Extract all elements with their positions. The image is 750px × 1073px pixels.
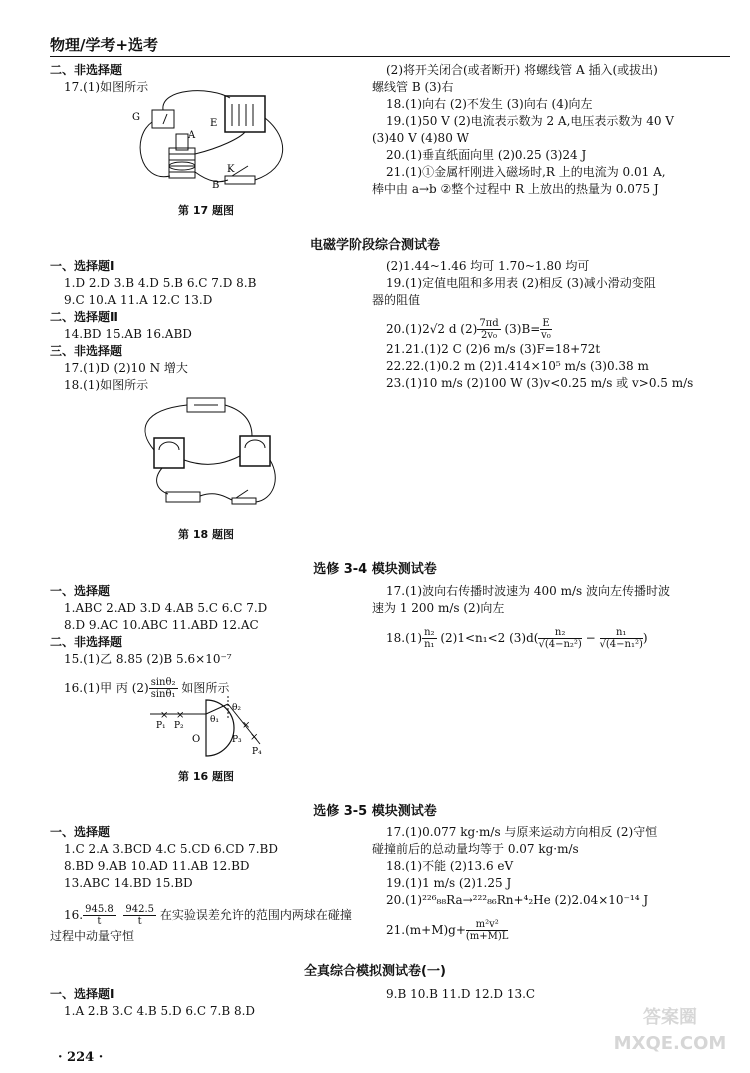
answer-line: 23.(1)10 m/s (2)100 W (3)v<0.25 m/s 或 v>0.5 m/s bbox=[386, 376, 694, 390]
answer-line: 20.(1)²²⁶₈₈Ra→²²²₈₆Rn+⁴₂He (2)2.04×10⁻¹⁴ J bbox=[386, 893, 649, 907]
s2-title: 电磁学阶段综合测试卷 bbox=[309, 238, 440, 253]
fraction: $\frac{\text{sinθ₂}}{\text{sinθ₁}}$ bbox=[150, 677, 176, 700]
watermark-line2: MXQE.COM bbox=[613, 1033, 727, 1054]
s2-q20: 20.(1)2√2 d (2) $\frac{7\pi d}{\text{2v₀}}$ (3)B= $\frac{E}{\text{v₀}}$ bbox=[386, 318, 551, 341]
answer-line: 8.BD 9.AB 10.AD 11.AB 12.BD bbox=[64, 859, 250, 873]
s2-right2-list bbox=[372, 341, 712, 392]
s2-left bbox=[50, 258, 360, 394]
answer-line: 9.B 10.B 11.D 12.D 13.C bbox=[386, 987, 536, 1001]
fraction: $\frac{945.8}{t}$ bbox=[85, 904, 114, 927]
svg-text:O: O bbox=[192, 734, 201, 745]
svg-text:×: × bbox=[250, 732, 259, 743]
figure-18-circuit bbox=[132, 390, 292, 520]
section-heading: 一、选择题Ⅰ bbox=[50, 259, 115, 273]
s5-left bbox=[50, 986, 360, 1020]
fraction: $\frac{E}{\text{v₀}}$ bbox=[541, 318, 551, 341]
watermark bbox=[610, 1005, 730, 1065]
svg-text:P₃: P₃ bbox=[232, 735, 242, 745]
answer-line: 17.(1)波向右传播时波速为 400 m/s 波向左传播时波 bbox=[386, 584, 671, 598]
answer-line: 20.(1)垂直纸面向里 (2)0.25 (3)24 J bbox=[386, 148, 587, 162]
answer-line: (2)1.44~1.46 均可 1.70~1.80 均可 bbox=[386, 259, 590, 273]
s3-right bbox=[372, 583, 712, 651]
page-number: · 224 · bbox=[58, 1050, 104, 1065]
fraction: $\frac{\text{m²v²}}{(m+M)L}$ bbox=[465, 919, 509, 942]
answer-line: 棒中由 a→b ②整个过程中 R 上放出的热量为 0.075 J bbox=[372, 182, 659, 196]
s3-left-list bbox=[50, 583, 360, 668]
section-heading: 二、非选择题 bbox=[50, 63, 123, 77]
fraction: $\frac{942.5}{t}$ bbox=[125, 904, 155, 927]
s3-q18: 18.(1) $\frac{\text{n₂}}{\text{n₁}}$ (2)1<n₁<2 (3)d( $\frac{\text{n₂}}{\text{√(4−n₂²)}}$ − $\frac{\text{n₁}}{\text{√(4−n₁²)}}$ ) bbox=[386, 627, 648, 650]
s4-left bbox=[50, 824, 360, 945]
fig16-caption: 第 16 题图 bbox=[178, 770, 234, 783]
answer-line: 17.(1)D (2)10 N 增大 bbox=[64, 361, 188, 375]
section-heading: 一、选择题 bbox=[50, 825, 111, 839]
answer-line: 21.(1)①金属杆刚进入磁场时,R 上的电流为 0.01 A, bbox=[386, 165, 666, 179]
s3-right-list bbox=[372, 583, 712, 617]
answer-line: 18.(1)如图所示 bbox=[64, 378, 149, 392]
s2-right bbox=[372, 258, 712, 392]
svg-text:P₄: P₄ bbox=[252, 747, 262, 757]
label-e: E bbox=[210, 118, 218, 129]
s1-right bbox=[372, 62, 712, 198]
s2-right-list bbox=[372, 258, 712, 309]
svg-text:P₂: P₂ bbox=[174, 721, 184, 731]
answer-line: 1.C 2.A 3.BCD 4.C 5.CD 6.CD 7.BD bbox=[64, 842, 278, 856]
answer-line: 21.21.(1)2 C (2)6 m/s (3)F=18+72t bbox=[386, 342, 601, 356]
answer-line: 速为 1 200 m/s (2)向左 bbox=[372, 601, 505, 615]
fig17-caption: 第 17 题图 bbox=[178, 204, 234, 217]
answer-line: 螺线管 B (3)右 bbox=[372, 80, 454, 94]
s3-q16: 16.(1)甲 丙 (2) $\frac{\text{sinθ₂}}{\text{sinθ₁}}$ 如图所示 bbox=[64, 677, 230, 700]
answer-line: 1.A 2.B 3.C 4.B 5.D 6.C 7.B 8.D bbox=[64, 1004, 256, 1018]
answer-line: 碰撞前后的总动量均等于 0.07 kg·m/s bbox=[372, 842, 579, 856]
fig18-caption: 第 18 题图 bbox=[178, 528, 234, 541]
answer-line: 14.BD 15.AB 16.ABD bbox=[64, 327, 192, 341]
answer-line: 19.(1)1 m/s (2)1.25 J bbox=[386, 876, 512, 890]
s4-q16-cont: 过程中动量守恒 bbox=[50, 929, 135, 943]
section-heading: 一、选择题 bbox=[50, 584, 111, 598]
svg-text:P₁: P₁ bbox=[156, 721, 166, 731]
label-a: A bbox=[188, 130, 196, 141]
answer-line: 22.22.(1)0.2 m (2)1.414×10⁵ m/s (3)0.38 m bbox=[386, 359, 649, 373]
svg-text:×: × bbox=[176, 710, 185, 721]
answer-line: 15.(1)乙 8.85 (2)B 5.6×10⁻⁷ bbox=[64, 652, 232, 666]
answer-line: 19.(1)定值电阻和多用表 (2)相反 (3)减小滑动变阻 bbox=[386, 276, 656, 290]
label-g: G bbox=[132, 112, 140, 123]
s4-title: 选修 3-5 模块测试卷 bbox=[313, 804, 437, 819]
page-header bbox=[50, 34, 730, 57]
s4-left-list bbox=[50, 824, 360, 892]
answer-line: 13.ABC 14.BD 15.BD bbox=[64, 876, 193, 890]
answer-line: 18.(1)向右 (2)不发生 (3)向右 (4)向左 bbox=[386, 97, 593, 111]
answer-line: 1.ABC 2.AD 3.D 4.AB 5.C 6.C 7.D bbox=[64, 601, 268, 615]
answer-line: 1.D 2.D 3.B 4.D 5.B 6.C 7.D 8.B bbox=[64, 276, 257, 290]
section-heading: 三、非选择题 bbox=[50, 344, 123, 358]
svg-text:×: × bbox=[242, 720, 251, 731]
answer-line: 18.(1)不能 (2)13.6 eV bbox=[386, 859, 514, 873]
s4-q16: 16. $\frac{945.8}{t}$ $\frac{942.5}{t}$ 在实验误差允许的范围内两球在碰撞 bbox=[64, 904, 352, 927]
s4-right bbox=[372, 824, 712, 943]
answer-line: (3)40 V (4)80 W bbox=[372, 131, 469, 145]
figure-16-optics bbox=[148, 694, 278, 764]
figure-17-circuit bbox=[120, 88, 320, 198]
answer-line: 8.D 9.AC 10.ABC 11.ABD 12.AC bbox=[64, 618, 259, 632]
answer-line: 17.(1)如图所示 bbox=[64, 80, 149, 94]
svg-text:×: × bbox=[160, 710, 169, 721]
section-heading: 二、选择题Ⅱ bbox=[50, 310, 118, 324]
answer-line: (2)将开关闭合(或者断开) 将螺线管 A 插入(或拔出) bbox=[386, 63, 658, 77]
fraction: $\frac{\text{n₂}}{\text{n₁}}$ bbox=[424, 627, 435, 650]
answer-line: 19.(1)50 V (2)电流表示数为 2 A,电压表示数为 40 V bbox=[386, 114, 674, 128]
fraction: $\frac{\text{n₁}}{\text{√(4−n₁²)}}$ bbox=[599, 627, 643, 650]
answer-line: 17.(1)0.077 kg·m/s 与原来运动方向相反 (2)守恒 bbox=[386, 825, 658, 839]
label-k: K bbox=[227, 164, 235, 175]
answer-line: 9.C 10.A 11.A 12.C 13.D bbox=[64, 293, 213, 307]
header-title: 物理/学考+选考 bbox=[50, 36, 159, 54]
s4-right-list bbox=[372, 824, 712, 909]
svg-text:θ₂: θ₂ bbox=[232, 703, 242, 713]
answer-line: 器的阻值 bbox=[372, 293, 421, 307]
s4-q21: 21.(m+M)g+ $\frac{\text{m²v²}}{(m+M)L}$ bbox=[386, 919, 509, 942]
svg-text:θ₁: θ₁ bbox=[210, 715, 220, 725]
watermark-line1: 答案圈 bbox=[643, 1007, 697, 1028]
label-b: B bbox=[212, 180, 220, 191]
section-heading: 一、选择题Ⅰ bbox=[50, 987, 115, 1001]
s3-left bbox=[50, 583, 360, 700]
section-heading: 二、非选择题 bbox=[50, 635, 123, 649]
s5-right bbox=[372, 986, 712, 1003]
s3-title: 选修 3-4 模块测试卷 bbox=[313, 562, 437, 577]
fraction: $\frac{\text{n₂}}{\text{√(4−n₂²)}}$ bbox=[538, 627, 582, 650]
s5-title: 全真综合模拟测试卷(一) bbox=[304, 964, 446, 979]
fraction: $\frac{7\pi d}{\text{2v₀}}$ bbox=[479, 318, 499, 341]
